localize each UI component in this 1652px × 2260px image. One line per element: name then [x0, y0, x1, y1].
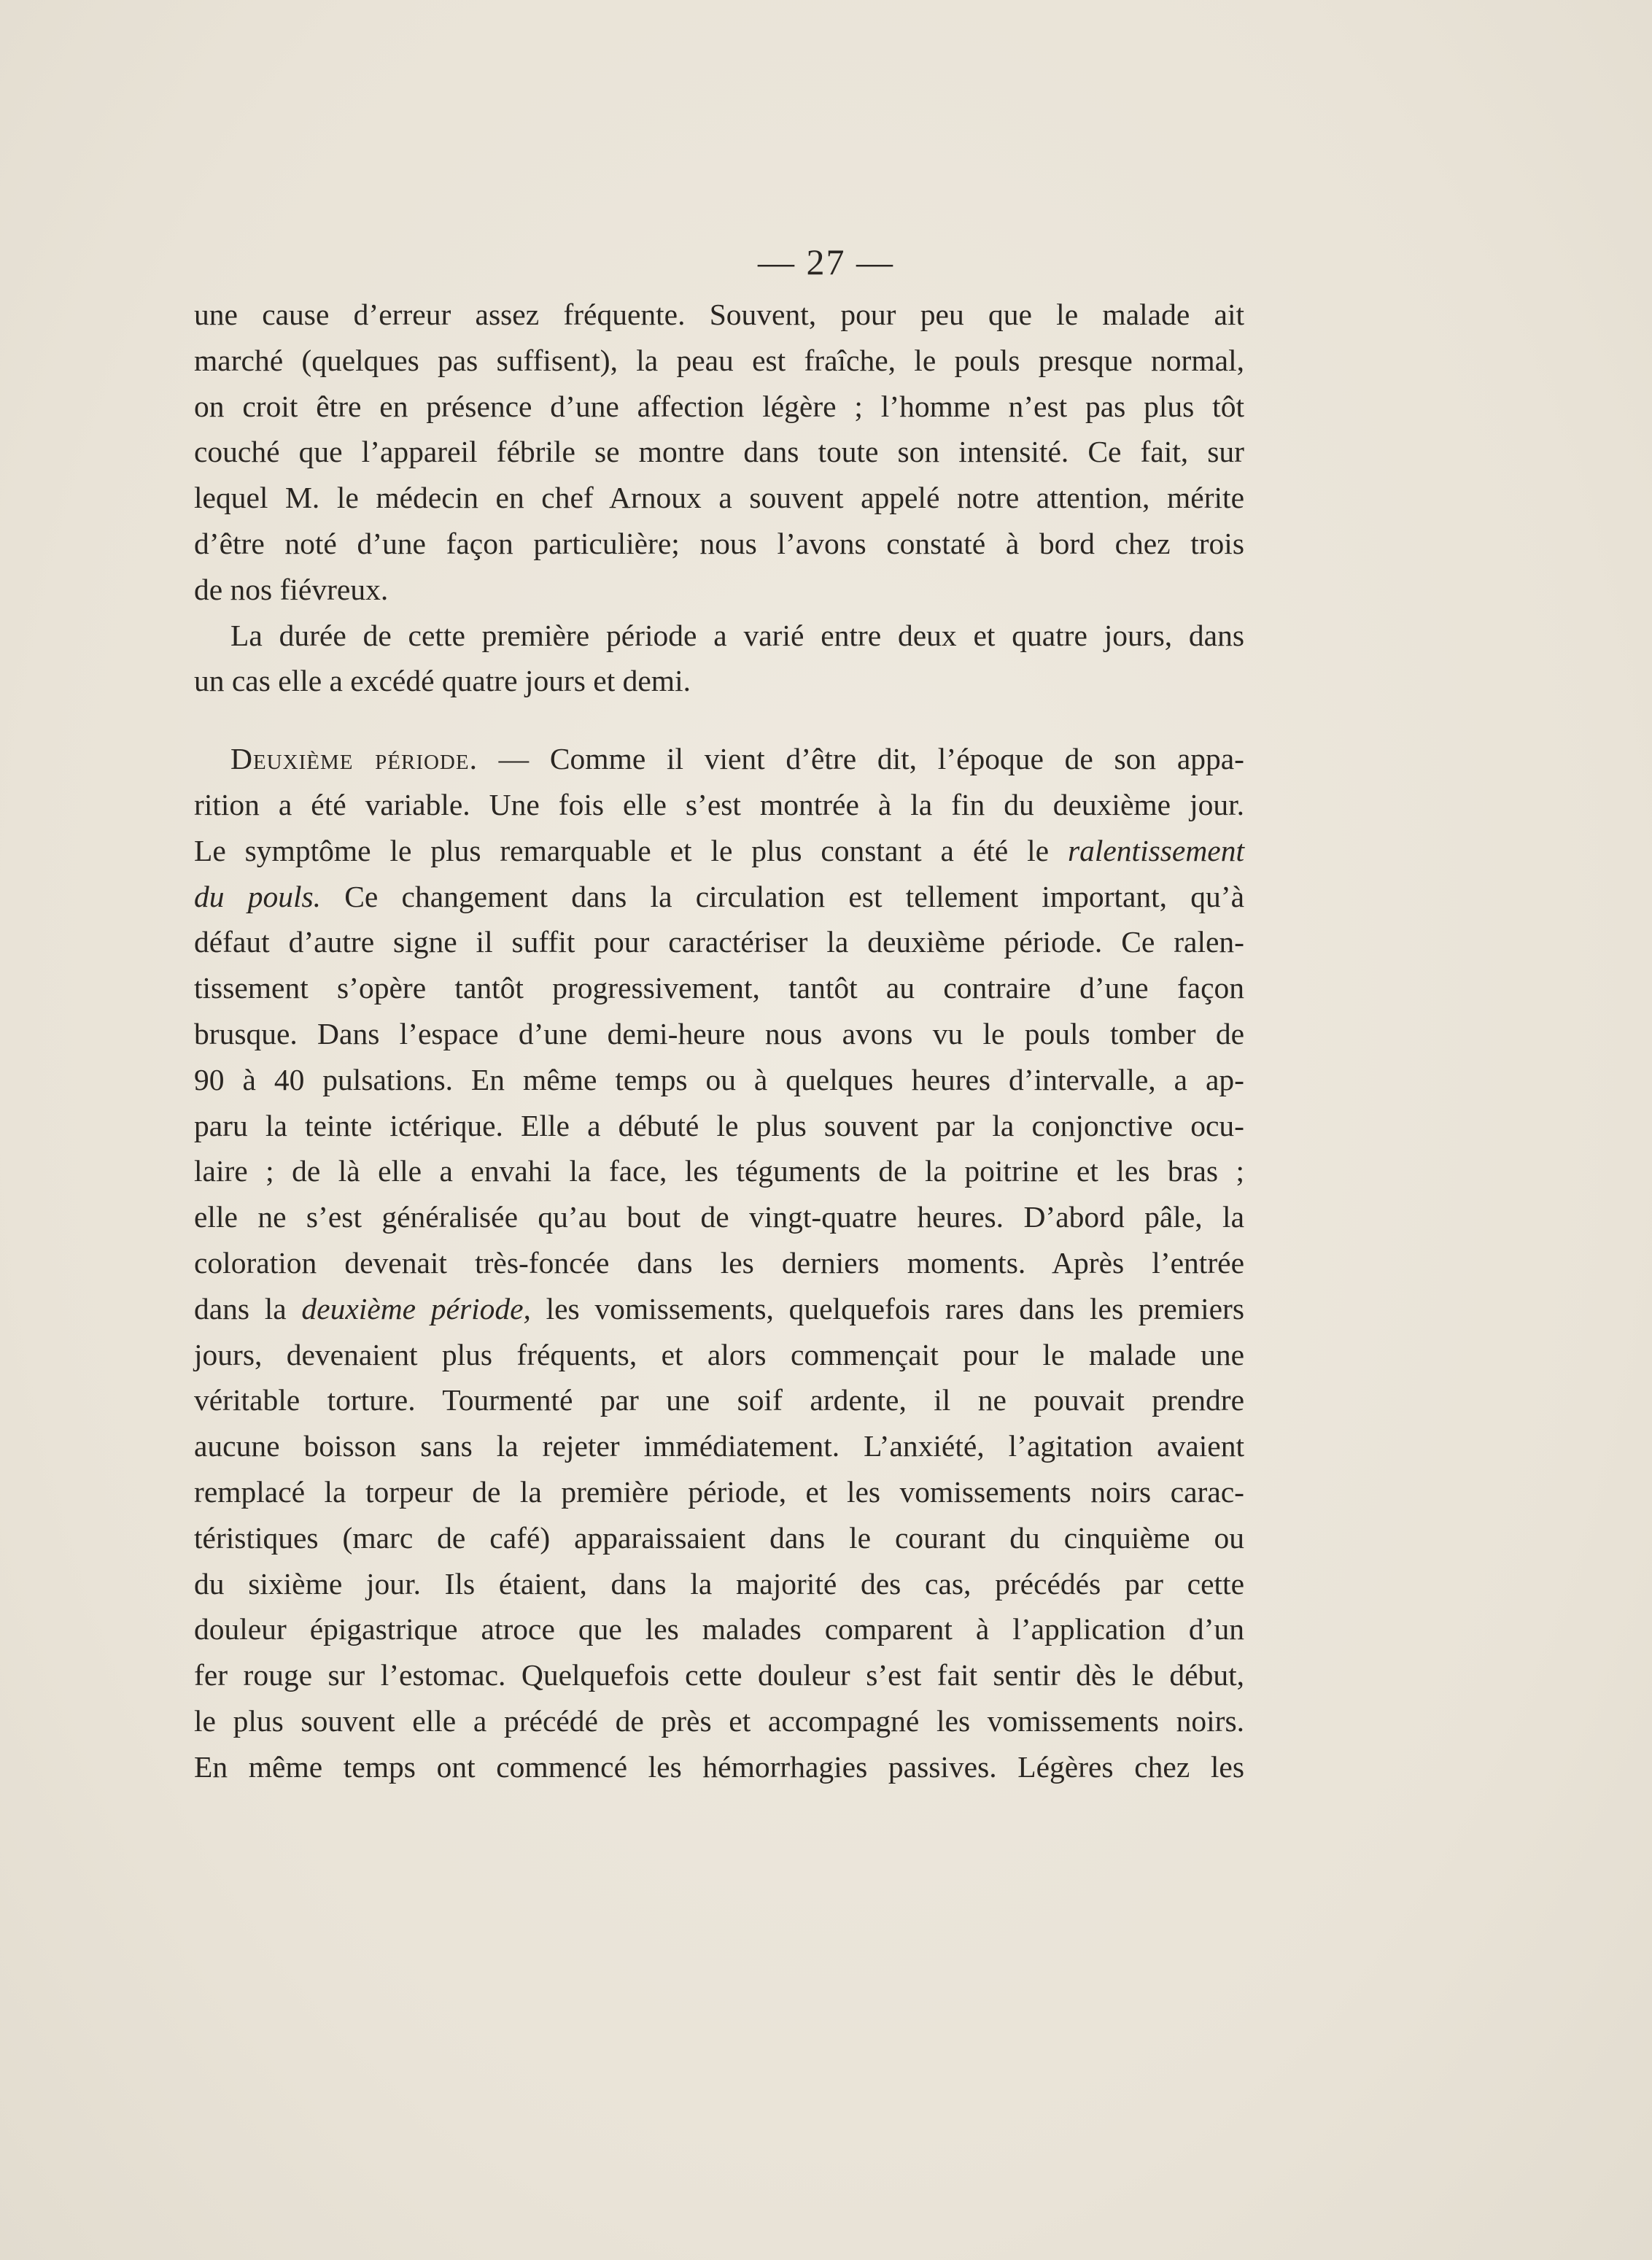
section-gap — [194, 704, 1244, 736]
text-line: coloration devenait très-foncée dans les derniers moments. Après l’entrée — [194, 1245, 1244, 1280]
text-line: d’être noté d’une façon particulière; nous l’avons constaté à bord chez trois — [194, 526, 1244, 560]
text-line: fer rouge sur l’estomac. Quelquefois cette douleur s’est fait sentir dès le début, — [194, 1658, 1244, 1692]
text-line: La durée de cette première période a varié entre deux et quatre jours, dans — [230, 618, 1244, 652]
text-line: brusque. Dans l’espace d’une demi-heure nous avons vu le pouls tomber de — [194, 1016, 1244, 1050]
paragraph-3 — [194, 736, 1244, 1789]
text-line: défaut d’autre signe il suffit pour caractériser la deuxième période. Ce ralen- — [194, 925, 1244, 959]
italic-text: du pouls. — [194, 879, 322, 913]
text-line: le plus souvent elle a précédé de près et accompagné les vomissements noirs. — [194, 1703, 1244, 1738]
paragraph-1 — [194, 292, 1244, 613]
text-line: on croit être en présence d’une affection légère ; l’homme n’est pas plus tôt — [194, 389, 1244, 423]
text-run: Le symptôme le plus remarquable et le plus constant a été le — [194, 833, 1068, 867]
text-line: lequel M. le médecin en chef Arnoux a souvent appelé notre attention, mérite — [194, 481, 1244, 515]
text-run: dans la — [194, 1291, 302, 1326]
text-line: de nos fiévreux. — [194, 572, 389, 606]
page-number: — 27 — — [758, 241, 894, 282]
text-line — [194, 874, 1244, 920]
section-heading: Deuxième période. — [230, 742, 478, 776]
text-line: jours, devenaient plus fréquents, et alors commençait pour le malade une — [194, 1337, 1244, 1371]
text-line: paru la teinte ictérique. Elle a débuté le plus souvent par la conjonctive ocu- — [194, 1108, 1244, 1142]
text-line: du sixième jour. Ils étaient, dans la majorité des cas, précédés par cette — [194, 1566, 1244, 1601]
text-line: laire ; de là elle a envahi la face, les téguments de la poitrine et les bras ; — [194, 1154, 1244, 1188]
text-line: rition a été variable. Une fois elle s’est montrée à la fin du deuxième jour. — [194, 787, 1244, 821]
text-line: téristiques (marc de café) apparaissaient dans le courant du cinquième ou — [194, 1520, 1244, 1555]
italic-text: ralentissement — [1067, 833, 1244, 867]
text-line — [194, 1286, 1244, 1332]
body-text — [194, 292, 1244, 1790]
text-line: véritable torture. Tourmenté par une soif ardente, il ne pouvait prendre — [194, 1383, 1244, 1417]
text-line: remplacé la torpeur de la première période, et les vomissements noirs carac- — [194, 1474, 1244, 1509]
text-line: elle ne s’est généralisée qu’au bout de vingt-quatre heures. D’abord pâle, la — [194, 1200, 1244, 1234]
text-line: 90 à 40 pulsations. En même temps ou à quelques heures d’intervalle, a ap- — [194, 1062, 1244, 1096]
text-line — [194, 736, 1244, 782]
paragraph-2 — [194, 613, 1244, 705]
text-line — [194, 828, 1244, 874]
text-run: — Comme il vient d’être dit, l’époque de son appa- — [477, 742, 1245, 776]
text-line: couché que l’appareil fébrile se montre dans toute son intensité. Ce fait, sur — [194, 435, 1244, 469]
text-line: une cause d’erreur assez fréquente. Souvent, pour peu que le malade ait — [194, 298, 1244, 331]
text-line: marché (quelques pas suffisent), la peau est fraîche, le pouls presque normal, — [194, 343, 1244, 377]
text-run: les vomissements, quelquefois rares dans les premiers — [530, 1291, 1244, 1326]
text-line: tissement s’opère tantôt progressivement, tantôt au contraire d’une façon — [194, 971, 1244, 1005]
text-line: un cas elle a excédé quatre jours et demi. — [194, 664, 691, 698]
text-line: En même temps ont commencé les hémorrhagies passives. Légères chez les — [194, 1749, 1244, 1784]
italic-text: deuxième période, — [301, 1291, 531, 1326]
text-line: aucune boisson sans la rejeter immédiatement. L’anxiété, l’agitation avaient — [194, 1429, 1244, 1463]
text-run: Ce changement dans la circulation est tellement important, qu’à — [321, 879, 1244, 913]
text-line: douleur épigastrique atroce que les malades comparent à l’application d’un — [194, 1612, 1244, 1646]
